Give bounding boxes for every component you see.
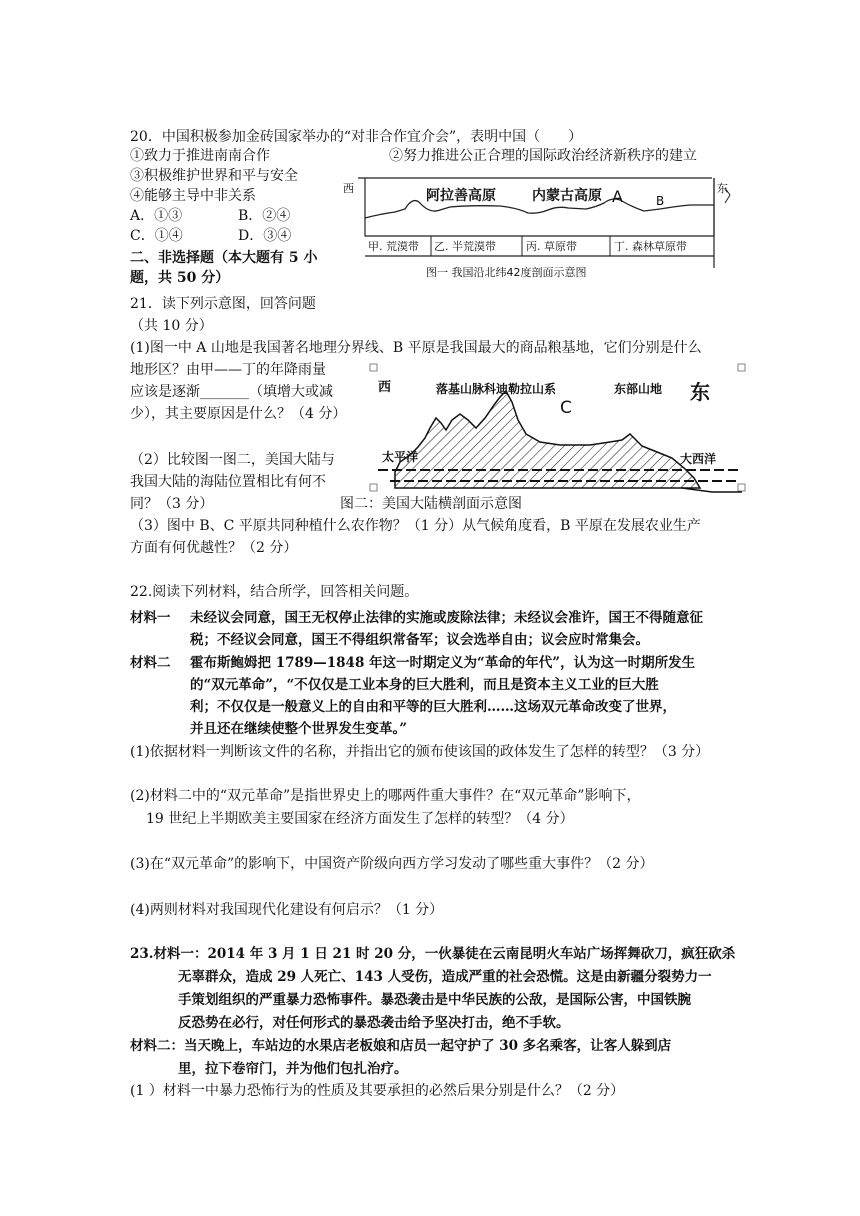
fig1-label-b: B: [656, 194, 665, 208]
fig1-label-a: A: [612, 187, 623, 206]
fig2-atlantic-label: 大西洋: [680, 452, 717, 466]
q22-material1-label: 材料一: [130, 610, 171, 626]
q23-material1-line2: 无辜群众，造成 29 人死亡、143 人受伤，造成严重的社会恐慌。这是由新疆分裂势力一: [178, 969, 712, 985]
fig1-alashan-label: 阿拉善高原: [426, 188, 496, 204]
q22-stem: 22.阅读下列材料，结合所学，回答相关问题。: [130, 584, 419, 600]
fig2-rocky-label: 落基山脉科迪勒拉山系: [436, 382, 557, 396]
q22-material2-line3: 利；不仅仅是一般意义上的自由和平等的巨大胜利……这场双元革命改变了世界，: [190, 699, 676, 715]
q22-material1-line1: 未经议会同意，国王无权停止法律的实施或废除法律；未经议会准许，国王不得随意征: [190, 610, 703, 626]
q21-part3-line2: 方面有何优越性？（2 分）: [130, 540, 298, 556]
q20-option-2: ②努力推进公正合理的国际政治经济新秩序的建立: [389, 148, 697, 164]
q20-option-3: ③积极维护世界和平与安全: [130, 168, 298, 184]
fig2-pacific-label: 太平洋: [382, 450, 419, 464]
fig2-east-label: 东: [690, 380, 710, 404]
q20-option-4: ④能够主导中非关系: [130, 188, 256, 204]
fig1-neimeng-label: 内蒙古高原: [532, 188, 602, 204]
q21-part1-line4: 少），其主要原因是什么？（4 分）: [130, 406, 347, 422]
q21-part1-line3: 应该是逐渐_______（填增大或减: [130, 384, 333, 400]
fig2-caption: 图二：美国大陆横剖面示意图: [340, 496, 522, 512]
q22-question2-line1: (2)材料二中的“双元革命”是指世界史上的哪两件重大事件？在“双元革命”影响下，: [130, 788, 641, 804]
q23-material2-line1: 材料二：当天晚上，车站边的水果店老板娘和店员一起守护了 30 多名乘客，让客人躲到店: [130, 1038, 672, 1054]
q20-stem: 20．中国积极参加金砖国家举办的“对非合作宜介会”，表明中国（ ）: [130, 129, 583, 145]
q23-question1: (1 ）材料一中暴力恐怖行为的性质及其要承担的必然后果分别是什么？（2 分）: [130, 1083, 625, 1099]
fig1-belt-yi: 乙. 半荒漠带: [434, 240, 496, 253]
q21-part2-line1: （2）比较图一图二，美国大陆与: [130, 452, 335, 468]
q21-stem-points: （共 10 分）: [130, 318, 213, 334]
fig1-belt-ding: 丁. 森林草原带: [614, 240, 687, 253]
q20-choice-b: B．②④: [238, 208, 291, 224]
fig1-belt-jia: 甲. 荒漠带: [368, 240, 419, 253]
q23-material1-line3: 手策划组织的严重暴力恐怖事件。暴恐袭击是中华民族的公敌，是国际公害，中国铁腕: [178, 992, 691, 1008]
q21-part2-line2: 我国大陆的海陆位置相比有何不: [130, 474, 326, 490]
section-2-heading: 二、非选择题（本大题有 5 小: [130, 250, 318, 266]
q20-choice-a: A．①③: [130, 208, 183, 224]
fig1-west-label: 西: [343, 182, 354, 195]
q21-part2-line3: 同？（3 分）: [130, 496, 214, 512]
q23-material2-line2: 里，拉下卷帘门，并为他们包扎治疗。: [178, 1061, 408, 1077]
q22-material2-label: 材料二: [130, 655, 171, 671]
q23-material1-line4: 反恐势在必行，对任何形式的暴恐袭击给予坚决打击，绝不手软。: [178, 1015, 570, 1031]
q21-part1-line1: (1)图一中 A 山地是我国著名地理分界线、B 平原是我国最大的商品粮基地，它们分别是什么: [130, 340, 702, 356]
q22-question1: (1)依据材料一判断该文件的名称，并指出它的颁布使该国的政体发生了怎样的转型？（3 分）: [130, 744, 710, 760]
section-2-heading-cont: 题，共 50 分）: [130, 270, 230, 286]
q22-question4: (4)两则材料对我国现代化建设有何启示？（1 分）: [130, 902, 444, 918]
q22-material2-line4: 并且还在继续使整个世界发生变革。”: [190, 721, 408, 737]
q20-choice-d: D．③④: [238, 228, 292, 244]
fig2-west-label: 西: [378, 380, 392, 395]
fig1-caption: 图一 我国沿北纬42度剖面示意图: [426, 266, 587, 279]
q21-stem: 21．读下列示意图，回答问题: [130, 296, 316, 312]
q22-material2-line1: 霍布斯鲍姆把 1789—1848 年这一时期定义为“革命的年代”，认为这一时期所发生: [190, 655, 696, 671]
q20-option-1: ①致力于推进南南合作: [130, 148, 270, 164]
q22-question2-line2: 19 世纪上半期欧美主要国家在经济方面发生了怎样的转型？（4 分）: [146, 811, 574, 827]
q22-question3: (3)在“双元革命”的影响下，中国资产阶级向西方学习发动了哪些重大事件？（2 分）: [130, 856, 654, 872]
fig1-belt-bing: 丙. 草原带: [526, 240, 577, 253]
q20-choice-c: C．①④: [130, 228, 183, 244]
q22-material1-line2: 税；不经议会同意，国王不得组织常备军；议会选举自由；议会应时常集会。: [190, 632, 649, 648]
q23-material1-line1: 23.材料一：2014 年 3 月 1 日 21 时 20 分，一伙暴徒在云南昆明火车站广场挥舞砍刀，疯狂砍杀: [130, 946, 736, 962]
q21-part3-line1: （3）图中 B、C 平原共同种植什么农作物？（1 分）从气候角度看，B 平原在发展农业生产: [130, 518, 701, 534]
q21-part1-line2: 地形区？由甲——丁的年降雨量: [130, 362, 326, 378]
fig2-label-c: C: [560, 398, 572, 418]
fig2-east-mountains-label: 东部山地: [614, 382, 663, 396]
fig1-east-label: 东: [717, 182, 728, 195]
q22-material2-line2: 的“双元革命”，“不仅仅是工业本身的巨大胜利，而且是资本主义工业的巨大胜: [190, 677, 659, 693]
